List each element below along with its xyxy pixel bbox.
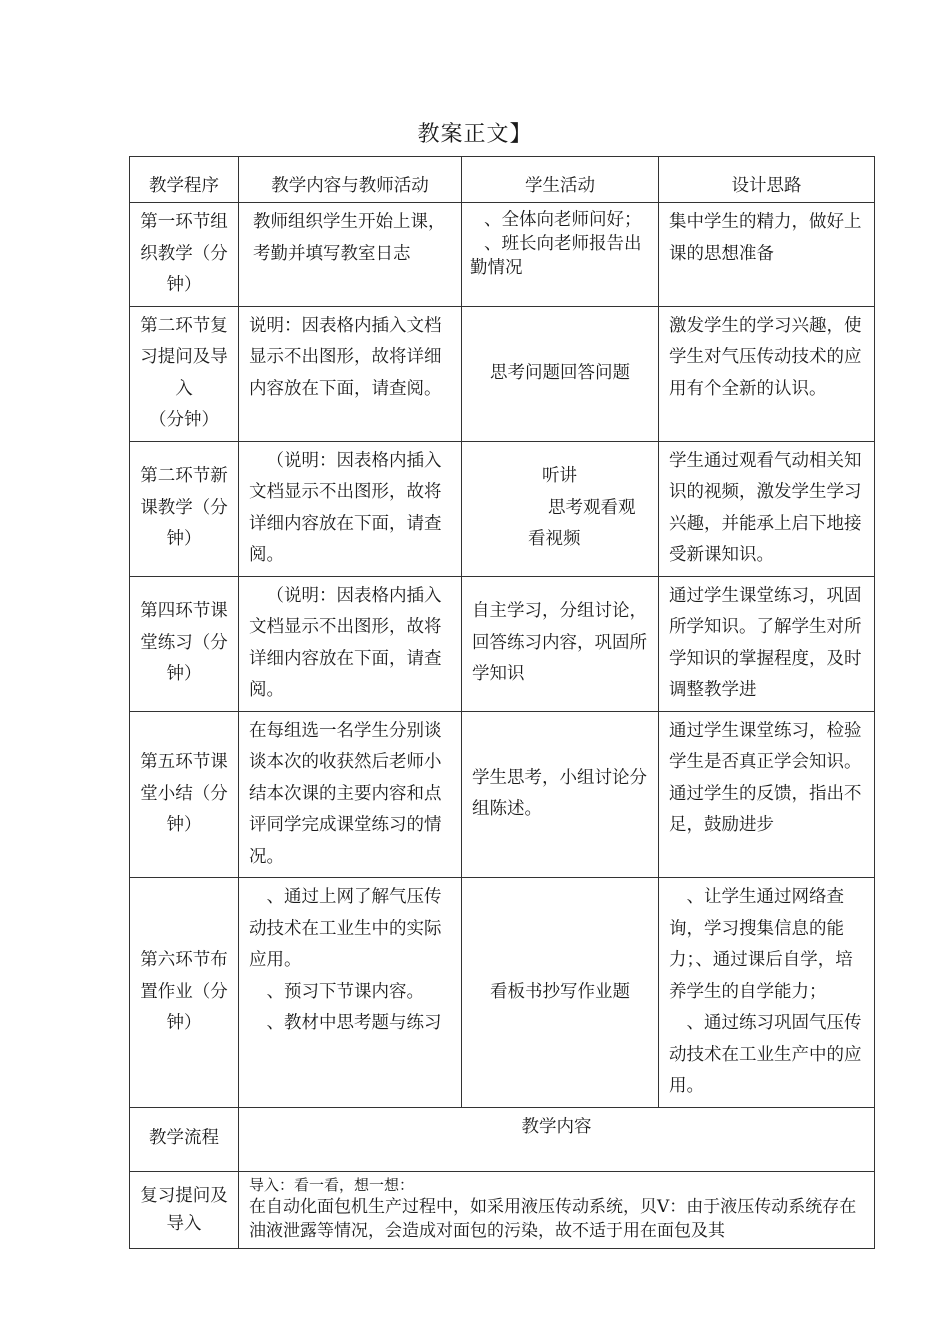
design-cell: 集中学生的精力，做好上课的思想准备 [659, 203, 875, 307]
stage-cell [130, 306, 239, 441]
student-activity-cell: 自主学习，分组讨论，回答练习内容，巩固所学知识 [462, 576, 659, 711]
teacher-activity-text: 教师组织学生开始上课，考勤并填写教室日志 [253, 212, 446, 264]
student-activity-line: 看视频 [528, 529, 581, 550]
design-cell: 通过学生课堂练习，检验学生是否真正学会知识。通过学生的反馈，指出不足，鼓励进步 [659, 711, 875, 878]
header-cell: 教学内容与教师活动 [239, 157, 462, 203]
review-label: 复习提问及导入 [130, 1171, 239, 1248]
student-activity-line: 听讲 [542, 466, 577, 487]
flow-label: 教学流程 [130, 1107, 239, 1171]
design-cell [659, 878, 875, 1108]
stage-line: 第二环节复习提问及导入 [140, 315, 228, 399]
design-line: 、通过练习巩固气压传动技术在工业生产中的应用。 [669, 1013, 862, 1096]
stage-cell: 第二环节新课教学（分钟） [130, 441, 239, 576]
header-cell: 教学程序 [130, 157, 239, 203]
design-cell [659, 576, 875, 711]
header-cell: 设计思路 [659, 157, 875, 203]
stage-cell: 第四环节课堂练习（分钟） [130, 576, 239, 711]
stage-cell: 第五环节课堂小结（分钟） [130, 711, 239, 878]
stage-cell: 第六环节布置作业（分钟） [130, 878, 239, 1108]
student-activity-line: 思考观看观 [548, 497, 636, 518]
teacher-activity-cell: 在每组选一名学生分别谈谈本次的收获然后老师小结本次课的主要内容和点评同学完成课堂练习的情况。 [239, 711, 462, 878]
lesson-plan-table [129, 156, 875, 1249]
table-row [130, 576, 875, 711]
stage-line: （分钟） [149, 410, 219, 430]
teacher-activity-cell: 说明：因表格内插入文档显示不出图形，故将详细内容放在下面，请查阅。 [239, 306, 462, 441]
design-line: 、让学生通过网络查询，学习搜集信息的能力；、通过课后自学，培养学生的自学能力； [669, 887, 853, 1002]
table-row [130, 441, 875, 576]
student-activity-cell [462, 203, 659, 307]
student-activity-cell [462, 441, 659, 576]
table-row [130, 306, 875, 441]
table-header-row [130, 157, 875, 203]
teacher-activity-cell [239, 203, 462, 307]
student-activity-line: 、全体向老师问好； [484, 210, 642, 230]
table-row [130, 711, 875, 878]
teacher-activity-cell: （说明：因表格内插入文档显示不出图形，故将详细内容放在下面，请查阅。 [239, 576, 462, 711]
review-content [239, 1171, 875, 1248]
review-text: 在自动化面包机生产过程中，如采用液压传动系统，贝V：由于液压传动系统存在油液泄露等情况，会造成对面包的污染，故不适于用在面包及其 [249, 1196, 857, 1241]
flow-content-header: 教学内容 [239, 1107, 875, 1171]
stage-cell: 第一环节组织教学（分钟） [130, 203, 239, 307]
design-cell: 激发学生的学习兴趣，使学生对气压传动技术的应用有个全新的认识。 [659, 306, 875, 441]
student-activity-cell: 看板书抄写作业题 [462, 878, 659, 1108]
student-activity-cell: 思考问题回答问题 [462, 306, 659, 441]
teacher-activity-cell [239, 878, 462, 1108]
page-title: 教案正文】 [417, 122, 533, 147]
teacher-activity-line: 、预习下节课内容。 [266, 981, 424, 1002]
student-activity-line: 勤情况 [470, 258, 523, 278]
student-activity-line: 、班长向老师报告出 [484, 234, 642, 254]
review-intro: 导入：看一看，想一想： [249, 1175, 415, 1194]
flow-header-row [130, 1107, 875, 1171]
design-text: 通过学生课堂练习，巩固所学知识。了解学生对所学知识的掌握程度，及时调整教学进 [669, 585, 862, 700]
table-row [130, 203, 875, 307]
teacher-activity-cell: （说明：因表格内插入文档显示不出图形，故将详细内容放在下面，请查阅。 [239, 441, 462, 576]
teacher-activity-line: 、教材中思考题与练习 [266, 1013, 442, 1033]
header-cell: 学生活动 [462, 157, 659, 203]
table-row [130, 878, 875, 1108]
teacher-activity-line: 、通过上网了解气压传动技术在工业生中的实际应用。 [249, 887, 442, 970]
review-row [130, 1171, 875, 1248]
design-cell: 学生通过观看气动相关知识的视频，激发学生学习兴趣，并能承上启下地接受新课知识。 [659, 441, 875, 576]
student-activity-cell: 学生思考，小组讨论分组陈述。 [462, 711, 659, 878]
